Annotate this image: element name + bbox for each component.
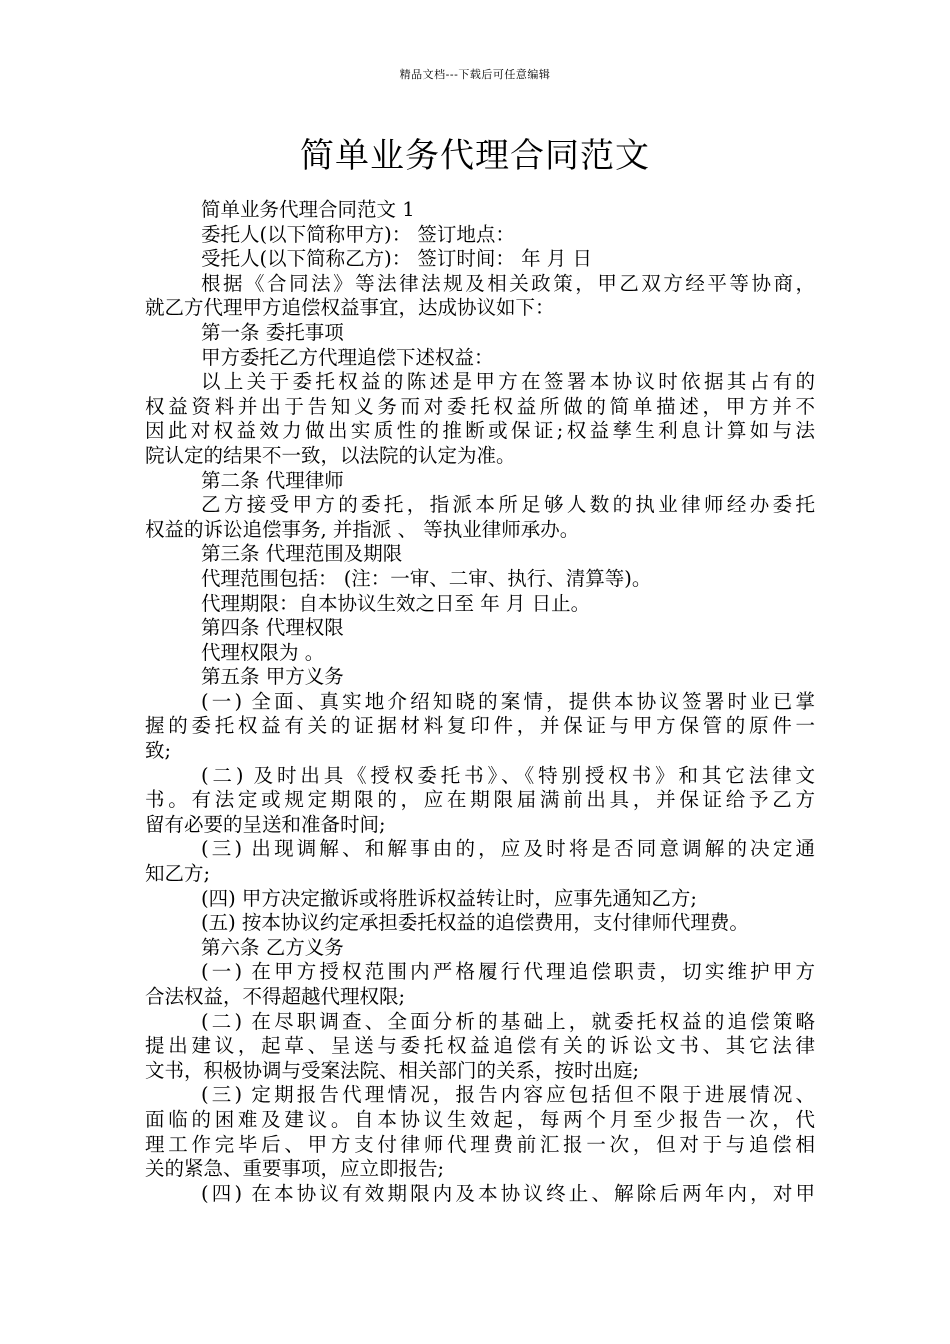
text-line: 文书，积极协调与受案法院、相关部门的关系，按时出庭; <box>145 1058 640 1082</box>
text-line: (一) 全面、真实地介绍知晓的案情，提供本协议签署时业已掌 <box>201 689 815 713</box>
text-line: 权益的诉讼追偿事务, 并指派 、 等执业律师承办。 <box>145 517 580 541</box>
text-line: 委托人(以下简称甲方)： 签订地点： <box>201 222 515 246</box>
header-note: 精品文档---下载后可任意编辑 <box>399 68 551 81</box>
text-line: 关的紧急、重要事项，应立即报告; <box>145 1157 445 1181</box>
text-line: 第一条 委托事项 <box>201 320 344 344</box>
text-line: 代理期限：自本协议生效之日至 年 月 日止。 <box>201 591 591 615</box>
text-line: 根据《合同法》等法律法规及相关政策，甲乙双方经平等协商， <box>201 271 815 295</box>
text-line: 提出建议，起草、呈送与委托权益追偿有关的诉讼文书、其它法律 <box>145 1034 815 1058</box>
text-line: 乙方接受甲方的委托，指派本所足够人数的执业律师经办委托 <box>201 493 815 517</box>
text-line: (二) 及时出具《授权委托书》、《特别授权书》和其它法律文 <box>201 763 815 787</box>
text-line: 甲方委托乙方代理追偿下述权益： <box>201 345 494 369</box>
text-line: (四) 在本协议有效期限内及本协议终止、解除后两年内，对甲 <box>201 1181 815 1205</box>
text-line: (一) 在甲方授权范围内严格履行代理追偿职责，切实维护甲方 <box>201 960 815 984</box>
text-line: 合法权益，不得超越代理权限; <box>145 985 406 1008</box>
contract-body <box>145 198 815 1206</box>
text-line: 代理权限为 。 <box>201 640 325 664</box>
text-line: 因此对权益效力做出实质性的推断或保证;权益孳生利息计算如与法 <box>145 419 815 443</box>
text-line: 受托人(以下简称乙方)： 签订时间： 年 月 日 <box>201 247 593 271</box>
text-line: 握的委托权益有关的证据材料复印件，并保证与甲方保管的原件一 <box>145 714 815 738</box>
text-line: 院认定的结果不一致，以法院的认定为准。 <box>145 443 516 467</box>
text-line: 权益资料并出于告知义务而对委托权益所做的简单描述，甲方并不 <box>145 394 815 418</box>
text-line: 简单业务代理合同范文 1 <box>201 198 415 221</box>
text-line: 第五条 甲方义务 <box>201 665 344 689</box>
text-line: 致; <box>145 739 172 763</box>
text-line: 第三条 代理范围及期限 <box>201 542 403 566</box>
text-line: 理工作完毕后、甲方支付律师代理费前汇报一次，但对于与追偿相 <box>145 1132 815 1156</box>
text-line: 书。有法定或规定期限的，应在期限届满前出具，并保证给予乙方 <box>145 788 815 812</box>
text-line: (三) 定期报告代理情况，报告内容应包括但不限于进展情况、 <box>201 1083 815 1107</box>
text-line: (四) 甲方决定撤诉或将胜诉权益转让时，应事先通知乙方; <box>201 886 697 910</box>
text-line: (二) 在尽职调查、全面分析的基础上，就委托权益的追偿策略 <box>201 1009 815 1033</box>
text-line: (三) 出现调解、和解事由的，应及时将是否同意调解的决定通 <box>201 837 815 861</box>
text-line: 第四条 代理权限 <box>201 616 344 640</box>
text-line: 就乙方代理甲方追偿权益事宜，达成协议如下： <box>145 296 555 320</box>
text-line: 留有必要的呈送和准备时间; <box>145 812 386 836</box>
text-line: (五) 按本协议约定承担委托权益的追偿费用，支付律师代理费。 <box>201 911 749 935</box>
text-line: 面临的困难及建议。自本协议生效起，每两个月至少报告一次，代 <box>145 1107 815 1131</box>
text-line: 代理范围包括： (注：一审、二审、执行、清算等)。 <box>201 566 652 590</box>
text-line: 第六条 乙方义务 <box>201 935 344 959</box>
document-title: 简单业务代理合同范文 <box>300 136 650 176</box>
text-line: 知乙方; <box>145 862 211 886</box>
text-line: 第二条 代理律师 <box>201 468 344 492</box>
text-line: 以上关于委托权益的陈述是甲方在签署本协议时依据其占有的 <box>201 370 815 394</box>
